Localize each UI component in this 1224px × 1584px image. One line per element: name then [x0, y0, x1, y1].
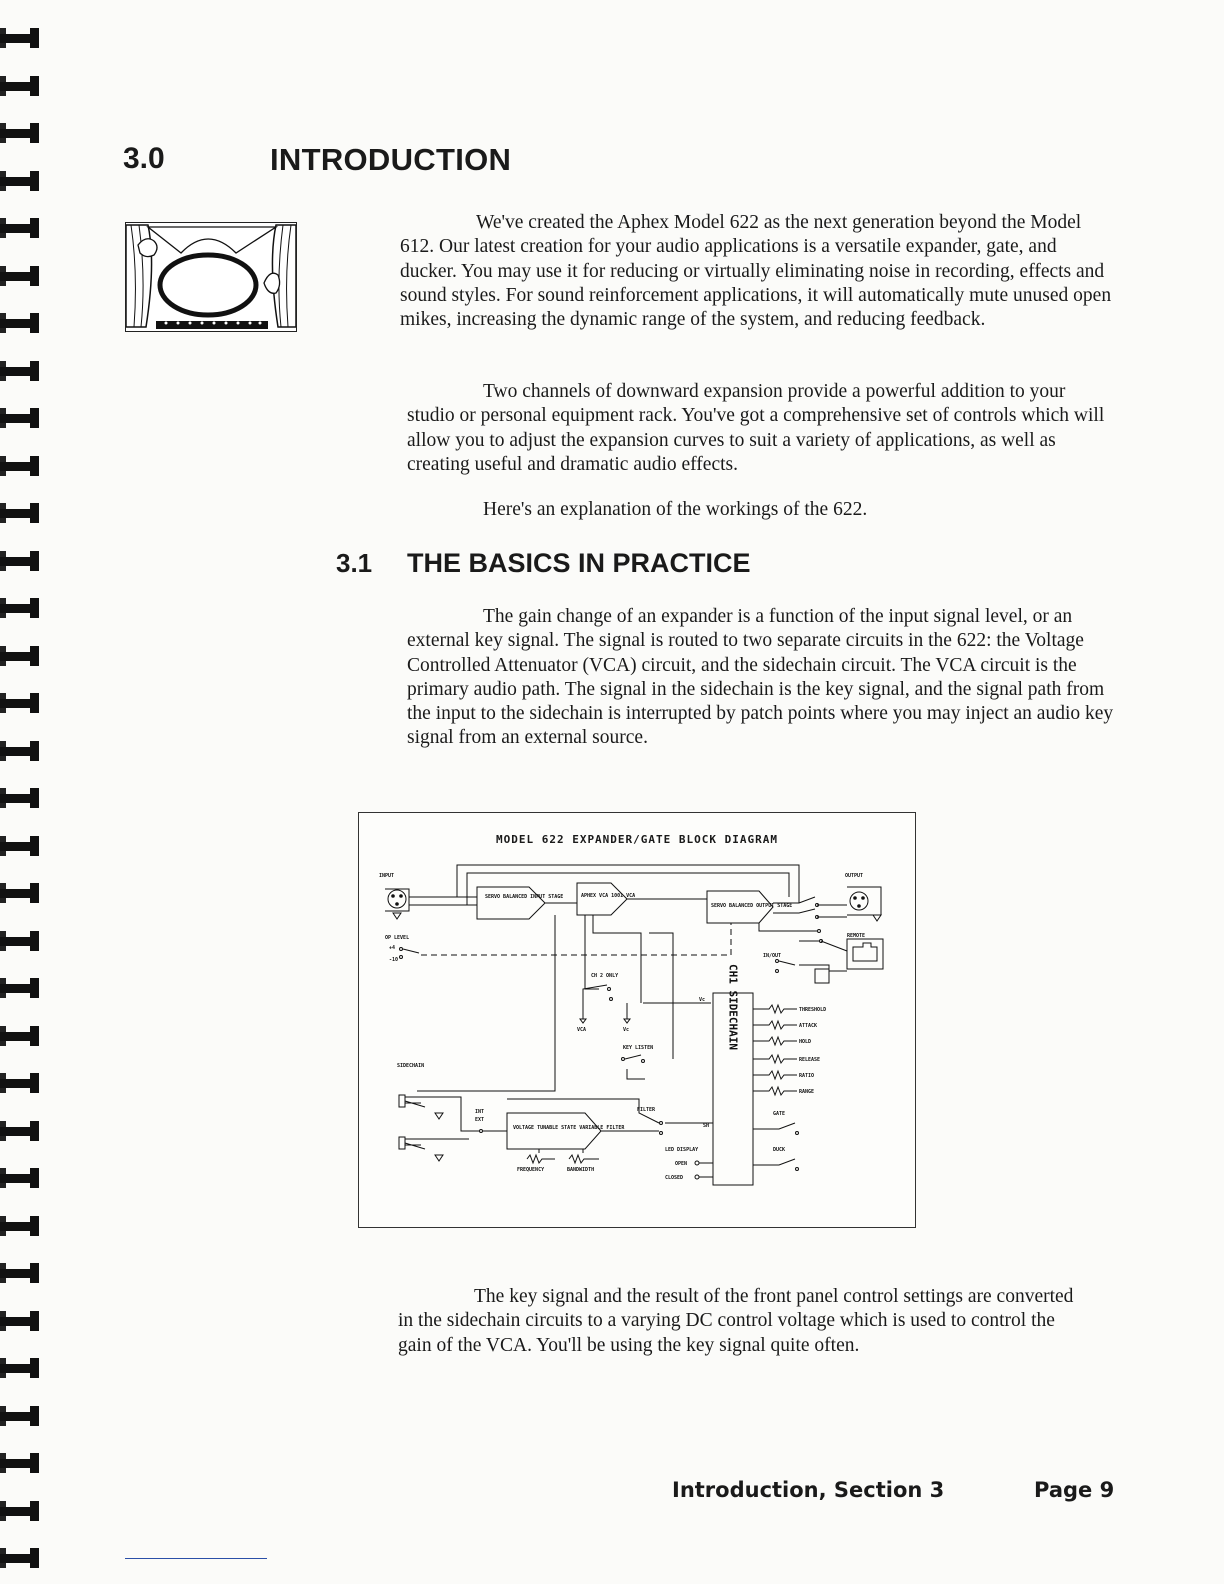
label-frequency: FREQUENCY	[517, 1167, 545, 1173]
subsection-title: THE BASICS IN PRACTICE	[407, 548, 751, 578]
binding-ring	[0, 788, 40, 808]
binding-ring	[0, 171, 40, 191]
binding-ring	[0, 883, 40, 903]
intro-paragraph-3: Here's an explanation of the workings of the 622.	[483, 499, 868, 520]
binding-ring	[0, 836, 40, 856]
label-ratio: RATIO	[799, 1073, 815, 1079]
label-plus4: +4	[389, 945, 396, 951]
label-filter-block: VOLTAGE TUNABLE STATE VARIABLE FILTER	[513, 1125, 625, 1131]
binding-ring	[0, 313, 40, 333]
label-vca-small: VCA	[577, 1027, 587, 1033]
label-int: INT	[475, 1109, 485, 1115]
binding-ring	[0, 1453, 40, 1473]
label-open: OPEN	[675, 1161, 688, 1167]
diagram-title: MODEL 622 EXPANDER/GATE BLOCK DIAGRAM	[495, 833, 779, 846]
binding-ring	[0, 693, 40, 713]
label-vc: Vc	[623, 1027, 630, 1033]
binding-ring	[0, 218, 40, 238]
label-output: OUTPUT	[845, 873, 864, 879]
intro-paragraph-2: Two channels of downward expansion provide a powerful addition to your studio or personal equipment rack. You've got a comprehensive set of controls which will allow you to adjust the expansion curves to suit a variety of applications, as well as creating useful and dramatic audio effects.	[407, 381, 1105, 475]
binding-ring	[0, 1548, 40, 1568]
binding-ring	[0, 1168, 40, 1188]
label-key-listen: KEY LISTEN	[623, 1045, 654, 1051]
label-minus10: -10	[389, 957, 399, 963]
binding-ring	[0, 978, 40, 998]
label-input: INPUT	[379, 873, 395, 879]
binding-ring	[0, 931, 40, 951]
binding-ring	[0, 1026, 40, 1046]
footer-section-title: Introduction, Section 3	[672, 1478, 945, 1502]
binding-ring	[0, 1311, 40, 1331]
stage-curtain-icon	[126, 223, 296, 331]
label-vca: APHEX VCA 1001 VCA	[581, 893, 636, 899]
label-led: LED DISPLAY	[665, 1147, 699, 1153]
binding-ring	[0, 361, 40, 381]
binding-ring	[0, 1073, 40, 1093]
label-remote: REMOTE	[847, 933, 866, 939]
label-duck: DUCK	[773, 1147, 786, 1153]
binding-ring	[0, 456, 40, 476]
label-vc2: Vc	[699, 997, 706, 1003]
label-bandwidth: BANDWIDTH	[567, 1167, 595, 1173]
binding-ring	[0, 551, 40, 571]
section-number: 3.0	[123, 142, 165, 175]
page-number: Page 9	[1034, 1478, 1115, 1502]
label-release: RELEASE	[799, 1057, 821, 1063]
section-title: INTRODUCTION	[270, 142, 512, 177]
label-in-out: IN/OUT	[763, 953, 782, 959]
binding-ring	[0, 408, 40, 428]
block-diagram-schematic	[359, 813, 915, 1227]
binding-ring	[0, 123, 40, 143]
label-filter: FILTER	[637, 1107, 656, 1113]
intro-paragraph-1: We've created the Aphex Model 622 as the next generation beyond the Model 612. Our latest creation for your audio applications is a versatile expander, gate, and ducker. You may use it for reducing or virtually eliminating noise in recording, effects and sound styles. For sound reinforcement applications, it will automatically mute unused open mikes, increasing the dynamic range of the system, and reducing feedback.	[400, 212, 1112, 331]
label-closed: CLOSED	[665, 1175, 684, 1181]
label-op-level: OP LEVEL	[385, 935, 410, 941]
label-ext: EXT	[475, 1117, 485, 1123]
basics-paragraph-1: The gain change of an expander is a function of the input signal level, or an external key signal. The signal is routed to two separate circuits in the 622: the Voltage Controlled Attenuator (VCA) circuit, and the sidechain circuit. The VCA circuit is the primary audio path. The signal in the sidechain is the key signal, and the signal path from the input to the sidechain is interrupted by patch points where you may inject an audio key signal from an external source.	[407, 606, 1114, 749]
binding-ring	[0, 503, 40, 523]
binding-ring	[0, 741, 40, 761]
binding-ring	[0, 1501, 40, 1521]
stage-curtain-illustration	[125, 222, 297, 332]
label-sh: SH	[703, 1123, 710, 1129]
label-hold: HOLD	[799, 1039, 812, 1045]
binding-ring	[0, 1263, 40, 1283]
bottom-rule	[125, 1558, 267, 1559]
label-sidechain: SIDECHAIN	[397, 1063, 425, 1069]
binding-ring	[0, 598, 40, 618]
block-diagram	[358, 812, 916, 1228]
binding-ring	[0, 28, 40, 48]
subsection-number: 3.1	[336, 548, 373, 578]
binding-ring	[0, 76, 40, 96]
label-gate: GATE	[773, 1111, 786, 1117]
label-servo-in: SERVO BALANCED INPUT STAGE	[485, 894, 564, 900]
binding-ring	[0, 1216, 40, 1236]
label-servo-out: SERVO BALANCED OUTPUT STAGE	[711, 903, 793, 909]
spiral-binding	[0, 0, 42, 1584]
binding-ring	[0, 1358, 40, 1378]
label-attack: ATTACK	[799, 1023, 818, 1029]
label-ch2-only: CH 2 ONLY	[591, 973, 619, 979]
label-threshold: THRESHOLD	[799, 1007, 827, 1013]
binding-ring	[0, 1121, 40, 1141]
key-signal-paragraph: The key signal and the result of the front panel control settings are converted in the sidechain circuits to a varying DC control voltage which is used to control the gain of the VCA. You'll be using the key signal quite often.	[398, 1286, 1074, 1356]
binding-ring	[0, 646, 40, 666]
binding-ring	[0, 266, 40, 286]
label-sidechain-vertical: CH1 SIDECHAIN	[726, 963, 740, 1051]
label-range: RANGE	[799, 1089, 815, 1095]
binding-ring	[0, 1406, 40, 1426]
